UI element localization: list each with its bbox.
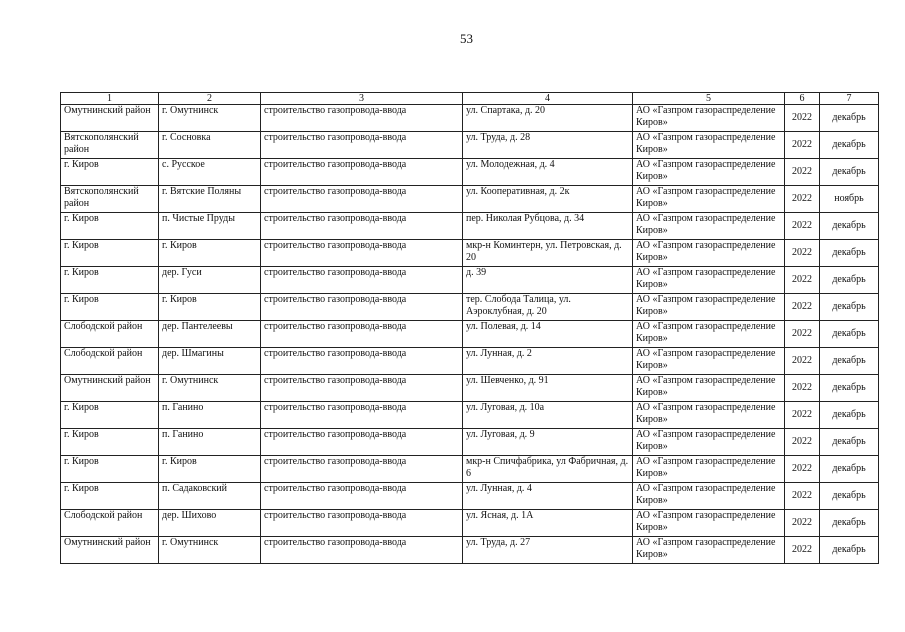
table-row [61, 402, 879, 429]
year-cell: 2022 [785, 105, 820, 132]
address-cell: мкр-н Коминтерн, ул. Петровская, д. 20 [463, 240, 633, 267]
work-type-cell: строительство газопровода-ввода [261, 159, 463, 186]
work-type-cell: строительство газопровода-ввода [261, 537, 463, 564]
month-cell: декабрь [820, 267, 879, 294]
settlement-cell: г. Вятские Поляны [159, 186, 261, 213]
page-number: 53 [460, 31, 473, 46]
gas-pipeline-table [60, 92, 879, 564]
table-row [61, 348, 879, 375]
settlement-cell: г. Киров [159, 294, 261, 321]
address-cell: ул. Кооперативная, д. 2к [463, 186, 633, 213]
month-cell: декабрь [820, 429, 879, 456]
work-type-cell: строительство газопровода-ввода [261, 240, 463, 267]
district-cell: г. Киров [61, 483, 159, 510]
month-cell: декабрь [820, 213, 879, 240]
settlement-cell: г. Киров [159, 456, 261, 483]
column-header: 2 [159, 93, 261, 105]
organization-cell: АО «Газпром газораспределение Киров» [633, 537, 785, 564]
district-cell: г. Киров [61, 159, 159, 186]
settlement-cell: г. Сосновка [159, 132, 261, 159]
table-row [61, 105, 879, 132]
year-cell: 2022 [785, 402, 820, 429]
district-cell: г. Киров [61, 456, 159, 483]
organization-cell: АО «Газпром газораспределение Киров» [633, 429, 785, 456]
table-row [61, 429, 879, 456]
address-cell: ул. Труда, д. 28 [463, 132, 633, 159]
work-type-cell: строительство газопровода-ввода [261, 510, 463, 537]
month-cell: декабрь [820, 402, 879, 429]
work-type-cell: строительство газопровода-ввода [261, 429, 463, 456]
settlement-cell: дер. Пантелеевы [159, 321, 261, 348]
district-cell: Омутнинский район [61, 375, 159, 402]
district-cell: Омутнинский район [61, 105, 159, 132]
district-cell: Слободской район [61, 321, 159, 348]
table-row [61, 267, 879, 294]
district-cell: Омутнинский район [61, 537, 159, 564]
year-cell: 2022 [785, 483, 820, 510]
work-type-cell: строительство газопровода-ввода [261, 321, 463, 348]
table-row [61, 456, 879, 483]
organization-cell: АО «Газпром газораспределение Киров» [633, 402, 785, 429]
table-row [61, 321, 879, 348]
month-cell: декабрь [820, 240, 879, 267]
address-cell: ул. Луговая, д. 9 [463, 429, 633, 456]
table-body [61, 105, 879, 564]
table-row [61, 375, 879, 402]
year-cell: 2022 [785, 537, 820, 564]
year-cell: 2022 [785, 510, 820, 537]
organization-cell: АО «Газпром газораспределение Киров» [633, 186, 785, 213]
month-cell: декабрь [820, 321, 879, 348]
work-type-cell: строительство газопровода-ввода [261, 294, 463, 321]
table-row [61, 240, 879, 267]
month-cell: декабрь [820, 510, 879, 537]
year-cell: 2022 [785, 456, 820, 483]
table-row [61, 213, 879, 240]
year-cell: 2022 [785, 186, 820, 213]
address-cell: ул. Луговая, д. 10а [463, 402, 633, 429]
district-cell: г. Киров [61, 240, 159, 267]
district-cell: Слободской район [61, 348, 159, 375]
organization-cell: АО «Газпром газораспределение Киров» [633, 510, 785, 537]
address-cell: ул. Спартака, д. 20 [463, 105, 633, 132]
organization-cell: АО «Газпром газораспределение Киров» [633, 267, 785, 294]
table-row [61, 159, 879, 186]
settlement-cell: п. Садаковский [159, 483, 261, 510]
district-cell: Вятскополянский район [61, 186, 159, 213]
column-header: 7 [820, 93, 879, 105]
work-type-cell: строительство газопровода-ввода [261, 375, 463, 402]
district-cell: Слободской район [61, 510, 159, 537]
organization-cell: АО «Газпром газораспределение Киров» [633, 159, 785, 186]
address-cell: пер. Николая Рубцова, д. 34 [463, 213, 633, 240]
year-cell: 2022 [785, 321, 820, 348]
settlement-cell: г. Омутнинск [159, 105, 261, 132]
settlement-cell: п. Ганино [159, 402, 261, 429]
organization-cell: АО «Газпром газораспределение Киров» [633, 240, 785, 267]
month-cell: декабрь [820, 159, 879, 186]
work-type-cell: строительство газопровода-ввода [261, 456, 463, 483]
work-type-cell: строительство газопровода-ввода [261, 186, 463, 213]
year-cell: 2022 [785, 159, 820, 186]
address-cell: ул. Лунная, д. 4 [463, 483, 633, 510]
month-cell: декабрь [820, 132, 879, 159]
table-row [61, 294, 879, 321]
month-cell: декабрь [820, 456, 879, 483]
column-header: 1 [61, 93, 159, 105]
month-cell: ноябрь [820, 186, 879, 213]
organization-cell: АО «Газпром газораспределение Киров» [633, 483, 785, 510]
work-type-cell: строительство газопровода-ввода [261, 348, 463, 375]
column-header: 4 [463, 93, 633, 105]
settlement-cell: г. Омутнинск [159, 375, 261, 402]
organization-cell: АО «Газпром газораспределение Киров» [633, 105, 785, 132]
address-cell: ул. Полевая, д. 14 [463, 321, 633, 348]
work-type-cell: строительство газопровода-ввода [261, 105, 463, 132]
district-cell: г. Киров [61, 429, 159, 456]
month-cell: декабрь [820, 375, 879, 402]
column-header: 6 [785, 93, 820, 105]
address-cell: д. 39 [463, 267, 633, 294]
year-cell: 2022 [785, 294, 820, 321]
year-cell: 2022 [785, 240, 820, 267]
column-header: 5 [633, 93, 785, 105]
settlement-cell: п. Чистые Пруды [159, 213, 261, 240]
settlement-cell: с. Русское [159, 159, 261, 186]
month-cell: декабрь [820, 294, 879, 321]
organization-cell: АО «Газпром газораспределение Киров» [633, 213, 785, 240]
work-type-cell: строительство газопровода-ввода [261, 483, 463, 510]
table-row [61, 132, 879, 159]
address-cell: ул. Лунная, д. 2 [463, 348, 633, 375]
work-type-cell: строительство газопровода-ввода [261, 402, 463, 429]
address-cell: ул. Ясная, д. 1А [463, 510, 633, 537]
district-cell: Вятскополянский район [61, 132, 159, 159]
settlement-cell: дер. Гуси [159, 267, 261, 294]
year-cell: 2022 [785, 132, 820, 159]
address-cell: тер. Слобода Талица, ул. Аэроклубная, д. 20 [463, 294, 633, 321]
year-cell: 2022 [785, 429, 820, 456]
year-cell: 2022 [785, 375, 820, 402]
work-type-cell: строительство газопровода-ввода [261, 267, 463, 294]
address-cell: ул. Молодежная, д. 4 [463, 159, 633, 186]
district-cell: г. Киров [61, 267, 159, 294]
table-row [61, 186, 879, 213]
organization-cell: АО «Газпром газораспределение Киров» [633, 294, 785, 321]
settlement-cell: п. Ганино [159, 429, 261, 456]
address-cell: ул. Шевченко, д. 91 [463, 375, 633, 402]
month-cell: декабрь [820, 348, 879, 375]
year-cell: 2022 [785, 348, 820, 375]
district-cell: г. Киров [61, 294, 159, 321]
table-row [61, 510, 879, 537]
organization-cell: АО «Газпром газораспределение Киров» [633, 456, 785, 483]
year-cell: 2022 [785, 267, 820, 294]
address-cell: ул. Труда, д. 27 [463, 537, 633, 564]
settlement-cell: г. Омутнинск [159, 537, 261, 564]
month-cell: декабрь [820, 105, 879, 132]
district-cell: г. Киров [61, 402, 159, 429]
organization-cell: АО «Газпром газораспределение Киров» [633, 348, 785, 375]
table-row [61, 537, 879, 564]
year-cell: 2022 [785, 213, 820, 240]
settlement-cell: г. Киров [159, 240, 261, 267]
column-header: 3 [261, 93, 463, 105]
month-cell: декабрь [820, 483, 879, 510]
settlement-cell: дер. Шихово [159, 510, 261, 537]
organization-cell: АО «Газпром газораспределение Киров» [633, 132, 785, 159]
address-cell: мкр-н Спичфабрика, ул Фабричная, д. 6 [463, 456, 633, 483]
district-cell: г. Киров [61, 213, 159, 240]
month-cell: декабрь [820, 537, 879, 564]
organization-cell: АО «Газпром газораспределение Киров» [633, 375, 785, 402]
column-number-row [61, 93, 879, 105]
work-type-cell: строительство газопровода-ввода [261, 213, 463, 240]
organization-cell: АО «Газпром газораспределение Киров» [633, 321, 785, 348]
work-type-cell: строительство газопровода-ввода [261, 132, 463, 159]
settlement-cell: дер. Шмагины [159, 348, 261, 375]
table-row [61, 483, 879, 510]
